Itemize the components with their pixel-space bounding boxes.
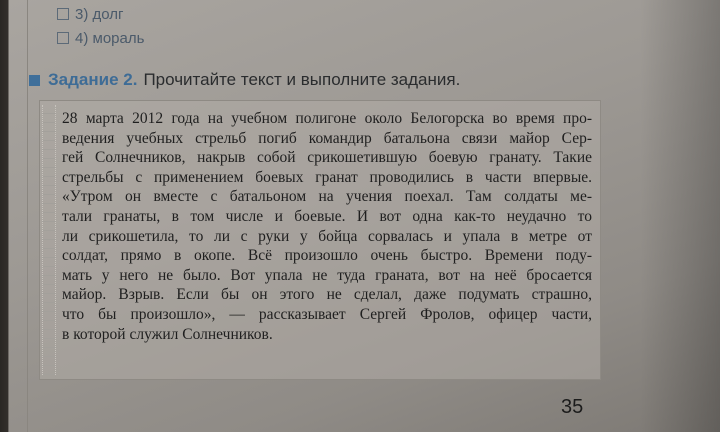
text-line: мать у него не было. Вот упала не туда граната, вот на неё бросается bbox=[62, 266, 592, 284]
text-line: в которой служил Солнечников. bbox=[62, 325, 273, 343]
text-line: солдат, прямо в окопе. Всё произошло очень быстро. Времени поду- bbox=[62, 247, 592, 265]
text-line: «Утром он вместе с батальоном на учения поехал. Там солдаты ме- bbox=[62, 188, 592, 206]
text-line: гей Солнечников, накрыв собой срикошетившую боевую гранату. Такие bbox=[62, 149, 592, 167]
page-margin-line bbox=[27, 0, 28, 432]
reading-text-box bbox=[39, 100, 601, 380]
text-line: 28 марта 2012 года на учебном полигоне около Белогорска во время про- bbox=[62, 110, 592, 127]
checkbox-icon[interactable] bbox=[57, 8, 69, 20]
margin-grid bbox=[42, 105, 56, 375]
option-label: 3) долг bbox=[75, 5, 124, 23]
text-line: майор. Взрыв. Если бы он этого не сделал, даже подумать страшно, bbox=[62, 286, 592, 304]
text-line: тали гранаты, в том числе и боевые. И вот одна как-то неудачно то bbox=[62, 207, 592, 225]
page-number: 35 bbox=[561, 396, 584, 418]
reading-text bbox=[62, 109, 592, 344]
task-marker-icon bbox=[29, 75, 40, 86]
page-shadow bbox=[640, 0, 720, 432]
text-line: стрельбы с применением боевых гранат проводились в части впервые. bbox=[62, 168, 592, 186]
checkbox-icon[interactable] bbox=[57, 32, 69, 44]
task-title: Задание 2. bbox=[48, 70, 138, 89]
textbook-page bbox=[8, 0, 720, 432]
task-instruction: Прочитайте текст и выполните задания. bbox=[143, 70, 461, 89]
task-header bbox=[29, 70, 589, 90]
text-line: ведения учебных стрельб погиб командир батальона связи майор Сер- bbox=[62, 129, 592, 147]
text-line: что бы произошло», — рассказывает Сергей Фролов, офицер части, bbox=[62, 305, 592, 323]
answer-options bbox=[57, 2, 357, 50]
text-line: ли срикошетила, то ли с руки у бойца сорвалась и упала в метре от bbox=[62, 227, 592, 245]
option-label: 4) мораль bbox=[75, 29, 145, 47]
option-3[interactable] bbox=[57, 2, 357, 26]
option-4[interactable] bbox=[57, 26, 357, 50]
